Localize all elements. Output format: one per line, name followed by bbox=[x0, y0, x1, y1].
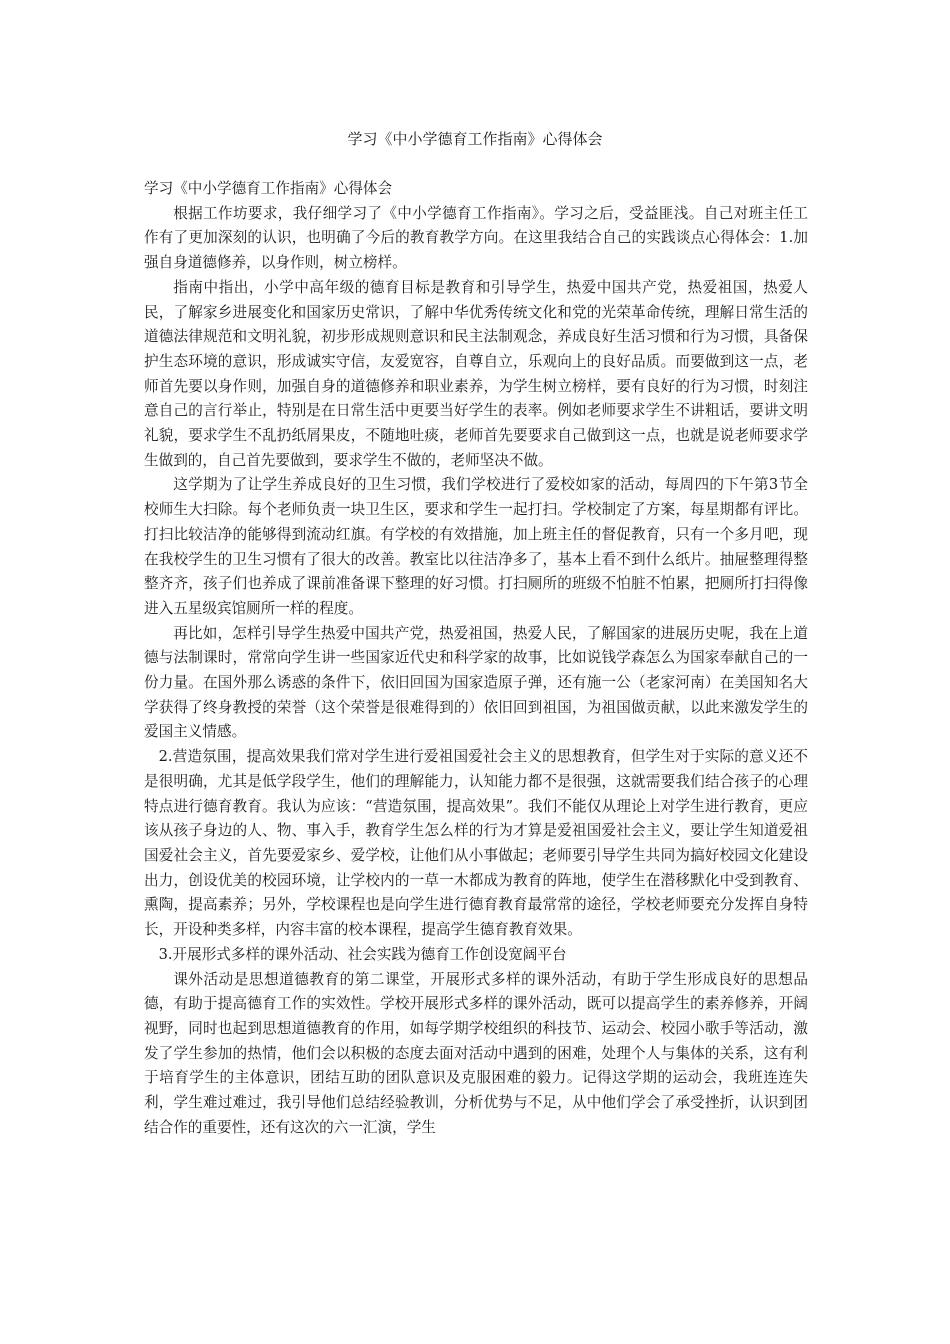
document-subtitle: 学习《中小学德育工作指南》心得体会 bbox=[144, 180, 393, 197]
document-title: 学习《中小学德育工作指南》心得体会 bbox=[347, 130, 603, 148]
paragraph: 这学期为了让学生养成良好的卫生习惯，我们学校进行了爱校如家的活动，每周四的下午第3节全校师生大扫除。每个老师负责一块卫生区，要求和学生一起打扫。学校制定了方案，每星期都有评比。打扫比较洁净的能够得到流动红旗。有学校的有效措施，加上班主任的督促教育，只有一个多月吧，现在我校学生的卫生习惯有了很大的改善。教室比以往洁净多了，基本上看不到什么纸片。抽屉整理得整整齐齐，孩子们也养成了课前准备课下整理的好习惯。打扫厕所的班级不怕脏不怕累，把厕所打扫得像进入五星级宾馆厕所一样的程度。 bbox=[144, 476, 808, 617]
paragraph: 根据工作坊要求，我仔细学习了《中小学德育工作指南》。学习之后，受益匪浅。自己对班主任工作有了更加深刻的认识，也明确了今后的教育教学方向。在这里我结合自己的实践谈点心得体会：1.加强自身道德修养，以身作则，树立榜样。 bbox=[144, 204, 808, 272]
paragraph: 指南中指出，小学中高年级的德育目标是教育和引导学生，热爱中国共产党，热爱祖国，热爱人民，了解家乡进展变化和国家历史常识，了解中华优秀传统文化和党的光荣革命传统，理解日常生活的道德法律规范和文明礼貌，初步形成规则意识和民主法制观念，养成良好生活习惯和行为习惯，具备保护生态环境的意识，形成诚实守信，友爱宽容，自尊自立，乐观向上的良好品质。而要做到这一点，老师首先要以身作则，加强自身的道德修养和职业素养，为学生树立榜样，要有良好的行为习惯，时刻注意自己的言行举止，特别是在日常生活中更要当好学生的表率。例如老师要求学生不讲粗话，要讲文明礼貌，要求学生不乱扔纸屑果皮，不随地吐痰，老师首先要要求自己做到这一点，也就是说老师要求学生做到的，自己首先要做到，要求学生不做的，老师坚决不做。 bbox=[144, 278, 808, 469]
section-heading: 3.开展形式多样的课外活动、社会实践为德育工作创设宽阔平台 bbox=[158, 945, 567, 963]
paragraph: 再比如，怎样引导学生热爱中国共产党，热爱祖国，热爱人民，了解国家的进展历史呢，我在上道德与法制课时，常常向学生讲一些国家近代史和科学家的故事，比如说钱学森怎么为国家奉献自己的一份力量。在国外那么诱惑的条件下，依旧回国为国家造原子弹，还有施一公（老家河南）在美国知名大学获得了终身教授的荣誉（这个荣誉是很难得到的）依旧回到祖国，为祖国做贡献，以此来激发学生的爱国主义情感。 bbox=[144, 624, 808, 741]
paragraph: 课外活动是思想道德教育的第二课堂，开展形式多样的课外活动，有助于学生形成良好的思想品德，有助于提高德育工作的实效性。学校开展形式多样的课外活动，既可以提高学生的素养修养，开阔视野，同时也起到思想道德教育的作用，如每学期学校组织的科技节、运动会、校园小歌手等活动，激发了学生参加的热情，他们会以积极的态度去面对活动中遇到的困难，处理个人与集体的关系，这有利于培育学生的主体意识，团结互助的团队意识及克服困难的毅力。记得这学期的运动会，我班连连失利，学生难过难过，我引导他们总结经验教训，分析优势与不足，从中他们学会了承受挫折，认识到团结合作的重要性，还有这次的六一汇演，学生 bbox=[144, 970, 808, 1136]
document-body bbox=[144, 177, 808, 1140]
paragraph: 2.营造氛围，提高效果我们常对学生进行爱祖国爱社会主义的思想教育，但学生对于实际的意义还不是很明确，尤其是低学段学生，他们的理解能力，认知能力都不是很强，这就需要我们结合孩子的心理特点进行德育教育。我认为应该：“营造氛围，提高效果”。我们不能仅从理论上对学生进行教育，更应该从孩子身边的人、物、事入手，教育学生怎么样的行为才算是爱祖国爱社会主义，要让学生知道爱祖国爱社会主义，首先要爱家乡、爱学校，让他们从小事做起；老师要引导学生共同为搞好校园文化建设出力，创设优美的校园环境，让学校内的一草一木都成为教育的阵地，使学生在潜移默化中受到教育、熏陶，提高素养；另外，学校课程也是向学生进行德育教育最常常的途径，学校老师要充分发挥自身特长，开设种类多样，内容丰富的校本课程，提高学生德育教育效果。 bbox=[144, 748, 808, 939]
